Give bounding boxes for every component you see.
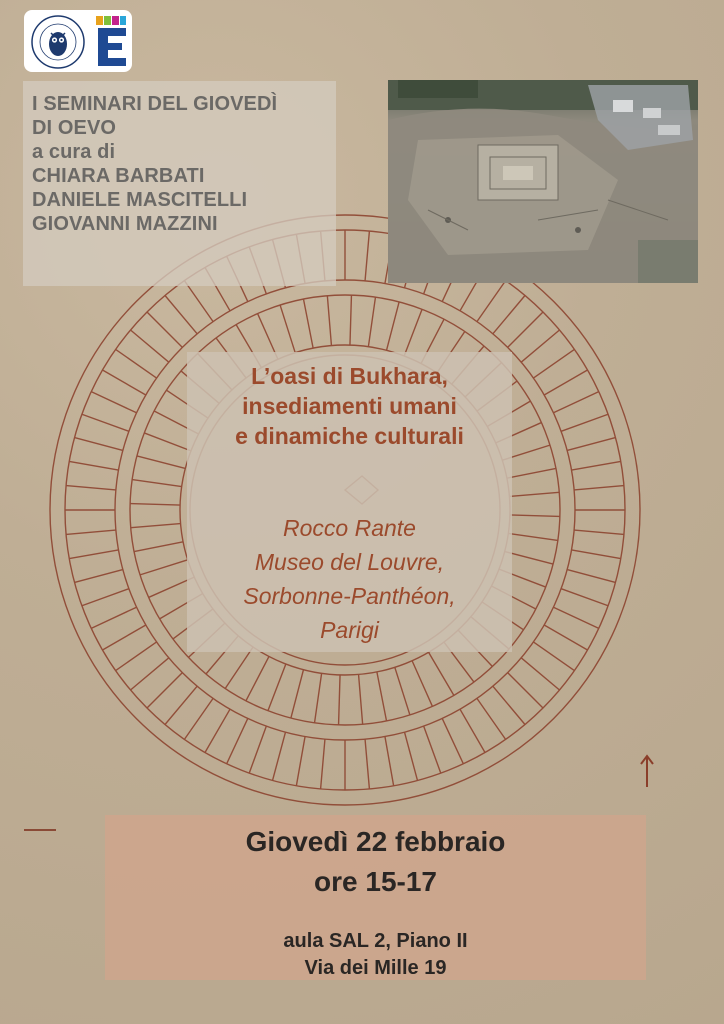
speaker-affiliation-2: Sorbonne-Panthéon, (243, 583, 456, 609)
event-address: Via dei Mille 19 (304, 957, 447, 979)
speaker-name: Rocco Rante (283, 515, 416, 541)
talk-info-box (187, 352, 512, 652)
talk-title-line-2: insediamenti umani (242, 393, 457, 419)
organizer-name-2: DANIELE MASCITELLI (32, 189, 248, 211)
series-title-line-1: I SEMINARI DEL GIOVEDÌ (32, 93, 278, 115)
owl-seal-icon (30, 14, 86, 70)
speaker-city: Parigi (320, 617, 379, 643)
event-date: Giovedì 22 febbraio (245, 826, 506, 857)
event-time: ore 15-17 (314, 866, 437, 897)
curated-by-label: a cura di (32, 141, 116, 163)
event-details-box (105, 815, 646, 980)
event-room: aula SAL 2, Piano II (283, 930, 468, 952)
scale-bar-mark (24, 829, 56, 831)
talk-title-line-3: e dinamiche culturali (235, 423, 464, 449)
organizer-name-3: GIOVANNI MAZZINI (32, 213, 218, 235)
department-logo (24, 10, 132, 72)
organizer-name-1: CHIARA BARBATI (32, 165, 205, 187)
seminar-organizers-box (23, 81, 336, 286)
talk-title-line-1: L’oasi di Bukhara, (251, 363, 448, 389)
series-title-line-2: DI OEVO (32, 117, 117, 139)
speaker-affiliation-1: Museo del Louvre, (254, 549, 445, 575)
university-e-mark-icon (94, 14, 128, 70)
aerial-site-photo (388, 80, 698, 283)
north-arrow-icon (639, 754, 655, 788)
